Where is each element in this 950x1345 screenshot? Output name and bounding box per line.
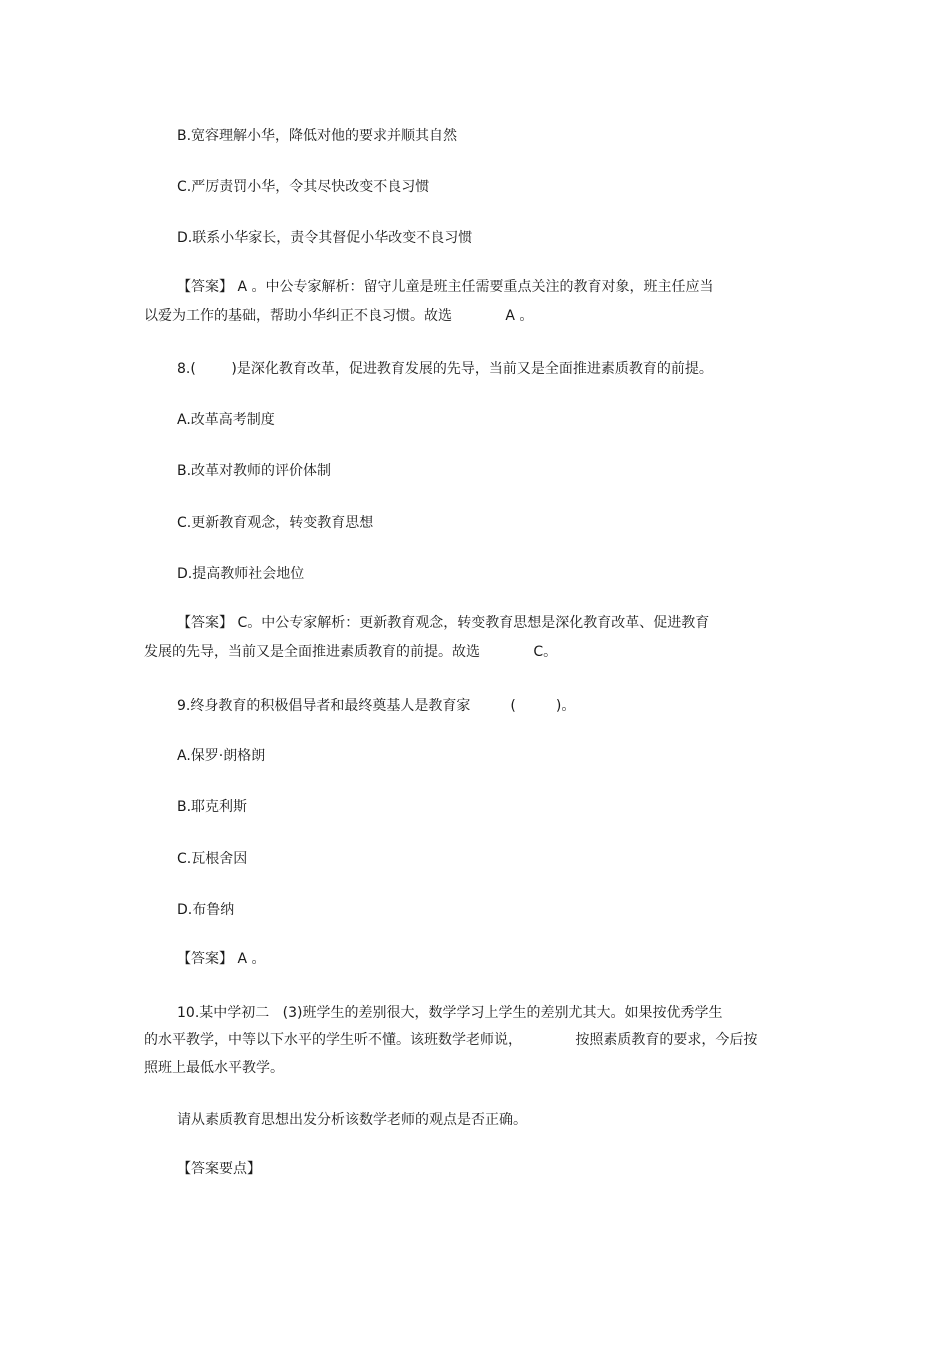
answer-points-heading: 【答案要点】 [177, 1161, 261, 1177]
option-c-line: C.严厉责罚小华，令其尽快改变不良习惯 [177, 179, 430, 195]
answer-7-line-1: 【答案】 A 。中公专家解析：留守儿童是班主任需要重点关注的教育对象，班主任应当 [177, 279, 714, 295]
question-10-line-1: 10.某中学初二 (3)班学生的差别很大，数学学习上学生的差别尤其大。如果按优秀学生 [177, 1005, 723, 1021]
q9-option-d: D.布鲁纳 [177, 902, 235, 918]
question-10-prompt: 请从素质教育思想出发分析该数学老师的观点是否正确。 [177, 1112, 527, 1128]
q9-option-c: C.瓦根舍因 [177, 851, 248, 867]
answer-9: 【答案】 A 。 [177, 951, 266, 967]
question-10-line-3: 照班上最低水平教学。 [144, 1060, 284, 1076]
q8-option-d: D.提高教师社会地位 [177, 566, 305, 582]
answer-8-line-2: 发展的先导，当前又是全面推进素质教育的前提。故选 C。 [144, 644, 558, 660]
option-d-line: D.联系小华家长，责令其督促小华改变不良习惯 [177, 230, 473, 246]
q9-option-b: B.耶克利斯 [177, 799, 248, 815]
q8-option-a: A.改革高考制度 [177, 412, 275, 428]
question-9: 9.终身教育的积极倡导者和最终奠基人是教育家 ( )。 [177, 698, 576, 714]
question-10-line-2: 的水平教学，中等以下水平的学生听不懂。该班数学老师说， 按照素质教育的要求，今后按 [144, 1032, 758, 1048]
option-b-line: B.宽容理解小华，降低对他的要求并顺其自然 [177, 128, 458, 144]
answer-8-line-1: 【答案】 C。中公专家解析：更新教育观念，转变教育思想是深化教育改革、促进教育 [177, 615, 710, 631]
question-8: 8.( )是深化教育改革，促进教育发展的先导，当前又是全面推进素质教育的前提。 [177, 361, 713, 377]
q8-option-c: C.更新教育观念，转变教育思想 [177, 515, 374, 531]
answer-7-line-2: 以爱为工作的基础，帮助小华纠正不良习惯。故选 A 。 [144, 308, 534, 324]
q8-option-b: B.改革对教师的评价体制 [177, 463, 332, 479]
q9-option-a: A.保罗·朗格朗 [177, 748, 266, 764]
